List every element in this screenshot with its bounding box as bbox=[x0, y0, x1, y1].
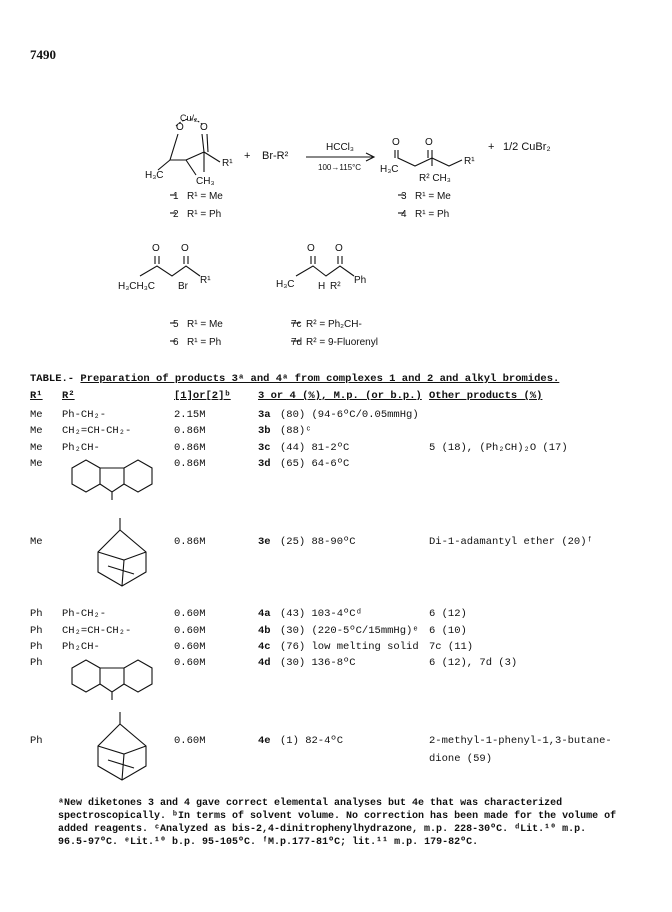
fluorenyl-structure-2 bbox=[72, 660, 152, 700]
atom-Cu: Cu/₂ bbox=[180, 113, 198, 123]
bromo-6-sub: R¹ = Ph bbox=[187, 337, 222, 348]
row-3-conc: 0.86M bbox=[174, 442, 206, 454]
header-product: 3 or 4 (%), M.p. (or b.p.) bbox=[258, 390, 422, 402]
atom-O: O bbox=[425, 137, 433, 148]
row-3-product: 3c bbox=[258, 442, 271, 454]
plus-sign: + bbox=[244, 150, 251, 162]
row-8-r1: Ph bbox=[30, 641, 43, 653]
row-9-r1: Ph bbox=[30, 657, 43, 669]
row-1-r1: Me bbox=[30, 409, 43, 421]
bromo-5-sub: R¹ = Me bbox=[187, 319, 223, 330]
product-4-sub: R¹ = Ph bbox=[415, 209, 450, 220]
header-concentration: [1]or[2]ᵇ bbox=[174, 390, 231, 402]
footnotes bbox=[58, 797, 618, 849]
row-6-conc: 0.60M bbox=[174, 608, 206, 620]
reactant-1-num: 1 bbox=[173, 191, 179, 202]
reactant-2-sub: R¹ = Ph bbox=[187, 209, 222, 220]
byproduct: 1/2 CuBr₂ bbox=[503, 141, 551, 153]
atom-O: O bbox=[307, 243, 315, 254]
reactant-2-num: 2 bbox=[173, 209, 179, 220]
other-product-continuation: dione (59) bbox=[429, 753, 493, 765]
header-other: Other products (%) bbox=[429, 390, 543, 402]
row-6-r2: Ph-CH₂- bbox=[62, 608, 107, 620]
row-7-result: (30) (220-5ºC/15mmHg)ᵉ bbox=[280, 625, 419, 637]
ph-7c-num: 7c bbox=[291, 319, 302, 330]
product-3-sub: R¹ = Me bbox=[415, 191, 451, 202]
row-1-r2: Ph-CH₂- bbox=[62, 409, 107, 421]
atom-O: O bbox=[152, 243, 160, 254]
row-6-product: 4a bbox=[258, 608, 271, 620]
row-2-r1: Me bbox=[30, 425, 43, 437]
reaction-scheme bbox=[0, 0, 672, 360]
ph-7c-sub: R² = Ph₂CH- bbox=[306, 319, 362, 330]
atom-Ph: Ph bbox=[354, 275, 367, 286]
row-8-r2: Ph₂CH- bbox=[62, 641, 100, 653]
page-number: 7490 bbox=[30, 47, 56, 62]
row-9-product: 4d bbox=[258, 657, 271, 669]
row-1-result: (80) (94-6ºC/0.05mmHg) bbox=[280, 409, 419, 421]
header-r1: R¹ bbox=[30, 390, 43, 402]
row-8-conc: 0.60M bbox=[174, 641, 206, 653]
bromo-5-num: 5 bbox=[173, 319, 179, 330]
row-7-r2: CH₂=CH-CH₂- bbox=[62, 625, 132, 637]
atom-R2CH3: R² CH₃ bbox=[419, 173, 451, 184]
row-3-r1: Me bbox=[30, 442, 43, 454]
fluorenyl-structure-1 bbox=[72, 460, 152, 500]
row-1-product: 3a bbox=[258, 409, 271, 421]
row-10-product: 4e bbox=[258, 735, 271, 747]
row-10-r1: Ph bbox=[30, 735, 43, 747]
row-1-conc: 2.15M bbox=[174, 409, 206, 421]
arrow-top-label: HCCl₃ bbox=[326, 142, 354, 153]
row-2-r2: CH₂=CH-CH₂- bbox=[62, 425, 132, 437]
header-r2: R² bbox=[62, 390, 75, 402]
atom-O: O bbox=[200, 122, 208, 133]
row-2-product: 3b bbox=[258, 425, 271, 437]
row-8-other: 7c (11) bbox=[429, 641, 474, 653]
plus-sign: + bbox=[488, 141, 495, 153]
atom-H3C: H₃C bbox=[145, 170, 164, 181]
row-7-conc: 0.60M bbox=[174, 625, 206, 637]
row-5-r1: Me bbox=[30, 536, 43, 548]
table-title-prefix: TABLE.- bbox=[30, 373, 81, 385]
row-8-result: (76) low melting solid bbox=[280, 641, 419, 653]
row-4-r1: Me bbox=[30, 458, 43, 470]
row-5-product: 3e bbox=[258, 536, 271, 548]
row-4-product: 3d bbox=[258, 458, 271, 470]
row-9-result: (30) 136-8ºC bbox=[280, 657, 356, 669]
row-6-other: 6 (12) bbox=[429, 608, 467, 620]
row-9-other: 6 (12), 7d (3) bbox=[429, 657, 518, 669]
atom-R2: R² bbox=[330, 281, 341, 292]
row-7-other: 6 (10) bbox=[429, 625, 467, 637]
atom-R1: R¹ bbox=[200, 275, 211, 286]
row-10-result: (1) 82-4ºC bbox=[280, 735, 344, 747]
adamantyl-structure-2 bbox=[98, 712, 146, 780]
atom-H3C: H₃C bbox=[276, 279, 295, 290]
atom-O: O bbox=[176, 122, 184, 133]
row-2-conc: 0.86M bbox=[174, 425, 206, 437]
atom-R1: R¹ bbox=[222, 158, 233, 169]
row-6-result: (43) 103-4ºCᵈ bbox=[280, 608, 362, 620]
row-5-result: (25) 88-90ºC bbox=[280, 536, 356, 548]
atom-H3CH3C: H₃CH₃C bbox=[118, 281, 156, 292]
adamantyl-structure-1 bbox=[98, 518, 146, 586]
row-10-other: 2-methyl-1-phenyl-1,3-butane- bbox=[429, 735, 612, 747]
atom-R1: R¹ bbox=[464, 156, 475, 167]
row-9-conc: 0.60M bbox=[174, 657, 206, 669]
row-5-conc: 0.86M bbox=[174, 536, 206, 548]
atom-O: O bbox=[392, 137, 400, 148]
row-4-result: (65) 64-6ºC bbox=[280, 458, 350, 470]
footnote-text: ᵃNew diketones 3 and 4 gave correct elemental analyses but 4e that was characterized spectroscopically. ᵇIn terms of solvent volume. No correction has been made for the volume of added reagents. ᶜAnalyzed as bis-2,4-dinitrophenylhydrazone, m.p. 228-30ºC. ᵈLit.¹⁰ m.p. 96.5-97ºC. ᵉLit.¹⁰ b.p. 95-105ºC. ᶠM.p.177-81ºC; lit.¹¹ m.p. 179-82ºC. bbox=[58, 798, 617, 848]
row-10-conc: 0.60M bbox=[174, 735, 206, 747]
product-4-num: 4 bbox=[401, 209, 407, 220]
row-4-conc: 0.86M bbox=[174, 458, 206, 470]
atom-Br: Br bbox=[178, 281, 188, 292]
row-2-result: (88)ᶜ bbox=[280, 425, 312, 437]
atom-O: O bbox=[335, 243, 343, 254]
row-7-product: 4b bbox=[258, 625, 271, 637]
row-3-result: (44) 81-2ºC bbox=[280, 442, 350, 454]
row-3-r2: Ph₂CH- bbox=[62, 442, 100, 454]
atom-CH3: CH₃ bbox=[196, 176, 215, 187]
bromo-6-num: 6 bbox=[173, 337, 179, 348]
table-title bbox=[30, 373, 559, 385]
reagent: Br-R² bbox=[262, 150, 289, 162]
ph-7d-sub: R² = 9-Fluorenyl bbox=[306, 337, 378, 348]
row-3-other: 5 (18), (Ph₂CH)₂O (17) bbox=[429, 442, 568, 454]
row-6-r1: Ph bbox=[30, 608, 43, 620]
row-7-r1: Ph bbox=[30, 625, 43, 637]
arrow-bottom-label: 100→115°C bbox=[318, 163, 362, 172]
product-3-num: 3 bbox=[401, 191, 407, 202]
atom-O: O bbox=[181, 243, 189, 254]
ph-7d-num: 7d bbox=[291, 337, 303, 348]
atom-H3C: H₃C bbox=[380, 164, 399, 175]
reactant-1-sub: R¹ = Me bbox=[187, 191, 223, 202]
row-8-product: 4c bbox=[258, 641, 271, 653]
atom-H: H bbox=[318, 281, 326, 292]
row-5-other: Di-1-adamantyl ether (20)ᶠ bbox=[429, 536, 593, 548]
table-title-text: Preparation of products 3ᵃ and 4ᵃ from complexes 1 and 2 and alkyl bromides. bbox=[80, 373, 560, 385]
